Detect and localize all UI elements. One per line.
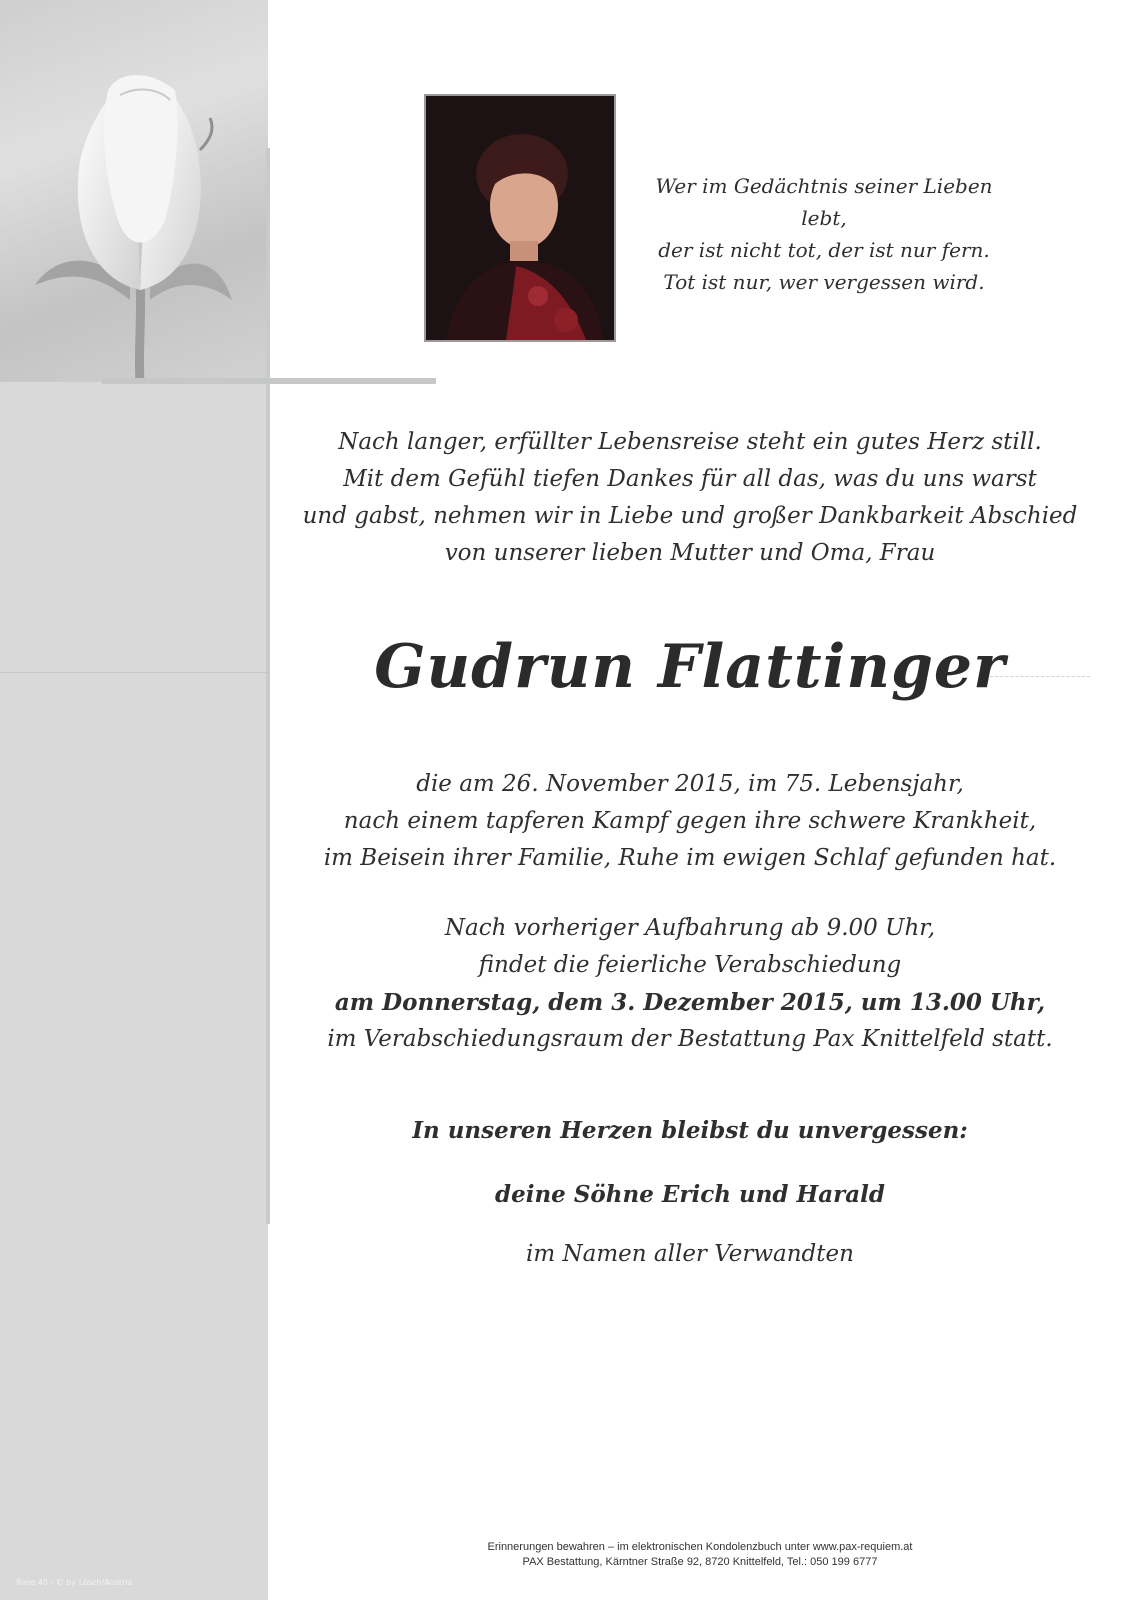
portrait-photo xyxy=(424,94,616,342)
quote-line: Wer im Gedächtnis seiner Lieben lebt, xyxy=(655,174,993,230)
death-info-line: im Beisein ihrer Familie, Ruhe im ewigen Schlaf gefunden hat. xyxy=(323,845,1057,871)
intro-line: und gabst, nehmen wir in Liebe und großer Dankbarkeit Abschied xyxy=(302,503,1078,529)
portrait-icon xyxy=(426,96,614,340)
memorial-quote xyxy=(640,170,1008,298)
relatives: im Namen aller Verwandten xyxy=(526,1241,854,1267)
ceremony-line: findet die feierliche Verabschiedung xyxy=(478,952,902,978)
quote-line: Tot ist nur, wer vergessen wird. xyxy=(663,270,985,294)
white-rose-icon xyxy=(0,0,268,382)
intro-text xyxy=(300,424,1080,572)
fold-line xyxy=(0,672,268,673)
ceremony-line: Nach vorheriger Aufbahrung ab 9.00 Uhr, xyxy=(444,915,936,941)
quote-line: der ist nicht tot, der ist nur fern. xyxy=(658,238,990,262)
sidebar-vertical-line xyxy=(266,148,270,1224)
rose-image xyxy=(0,0,268,382)
footer-condolence-line: Erinnerungen bewahren – im elektronischen Kondolenzbuch unter www.pax-requiem.at xyxy=(487,1541,913,1553)
image-credit: Rose 40 - © by Lösch/Austria xyxy=(16,1578,133,1587)
death-info xyxy=(300,766,1080,877)
rose-horizontal-line xyxy=(102,378,436,384)
decorative-dashes xyxy=(990,676,1090,677)
ceremony-line: im Verabschiedungsraum der Bestattung Pax Knittelfeld statt. xyxy=(327,1026,1053,1052)
death-info-line: nach einem tapferen Kampf gegen ihre schwere Krankheit, xyxy=(343,808,1037,834)
death-info-line: die am 26. November 2015, im 75. Lebensjahr, xyxy=(416,771,964,797)
ceremony-date: am Donnerstag, dem 3. Dezember 2015, um 13.00 Uhr, xyxy=(334,989,1046,1016)
signers: deine Söhne Erich und Harald xyxy=(495,1181,885,1208)
ceremony-info xyxy=(300,910,1080,1058)
deceased-name: Gudrun Flattinger xyxy=(374,632,1006,702)
footer xyxy=(330,1540,1070,1570)
intro-line: von unserer lieben Mutter und Oma, Frau xyxy=(444,540,936,566)
closing-motto: In unseren Herzen bleibst du unvergessen: xyxy=(412,1117,968,1144)
intro-line: Nach langer, erfüllter Lebensreise steht ein gutes Herz still. xyxy=(338,429,1042,455)
footer-address-line: PAX Bestattung, Kärntner Straße 92, 8720 Knittelfeld, Tel.: 050 199 6777 xyxy=(522,1556,878,1568)
intro-line: Mit dem Gefühl tiefen Dankes für all das, was du uns warst xyxy=(343,466,1037,492)
